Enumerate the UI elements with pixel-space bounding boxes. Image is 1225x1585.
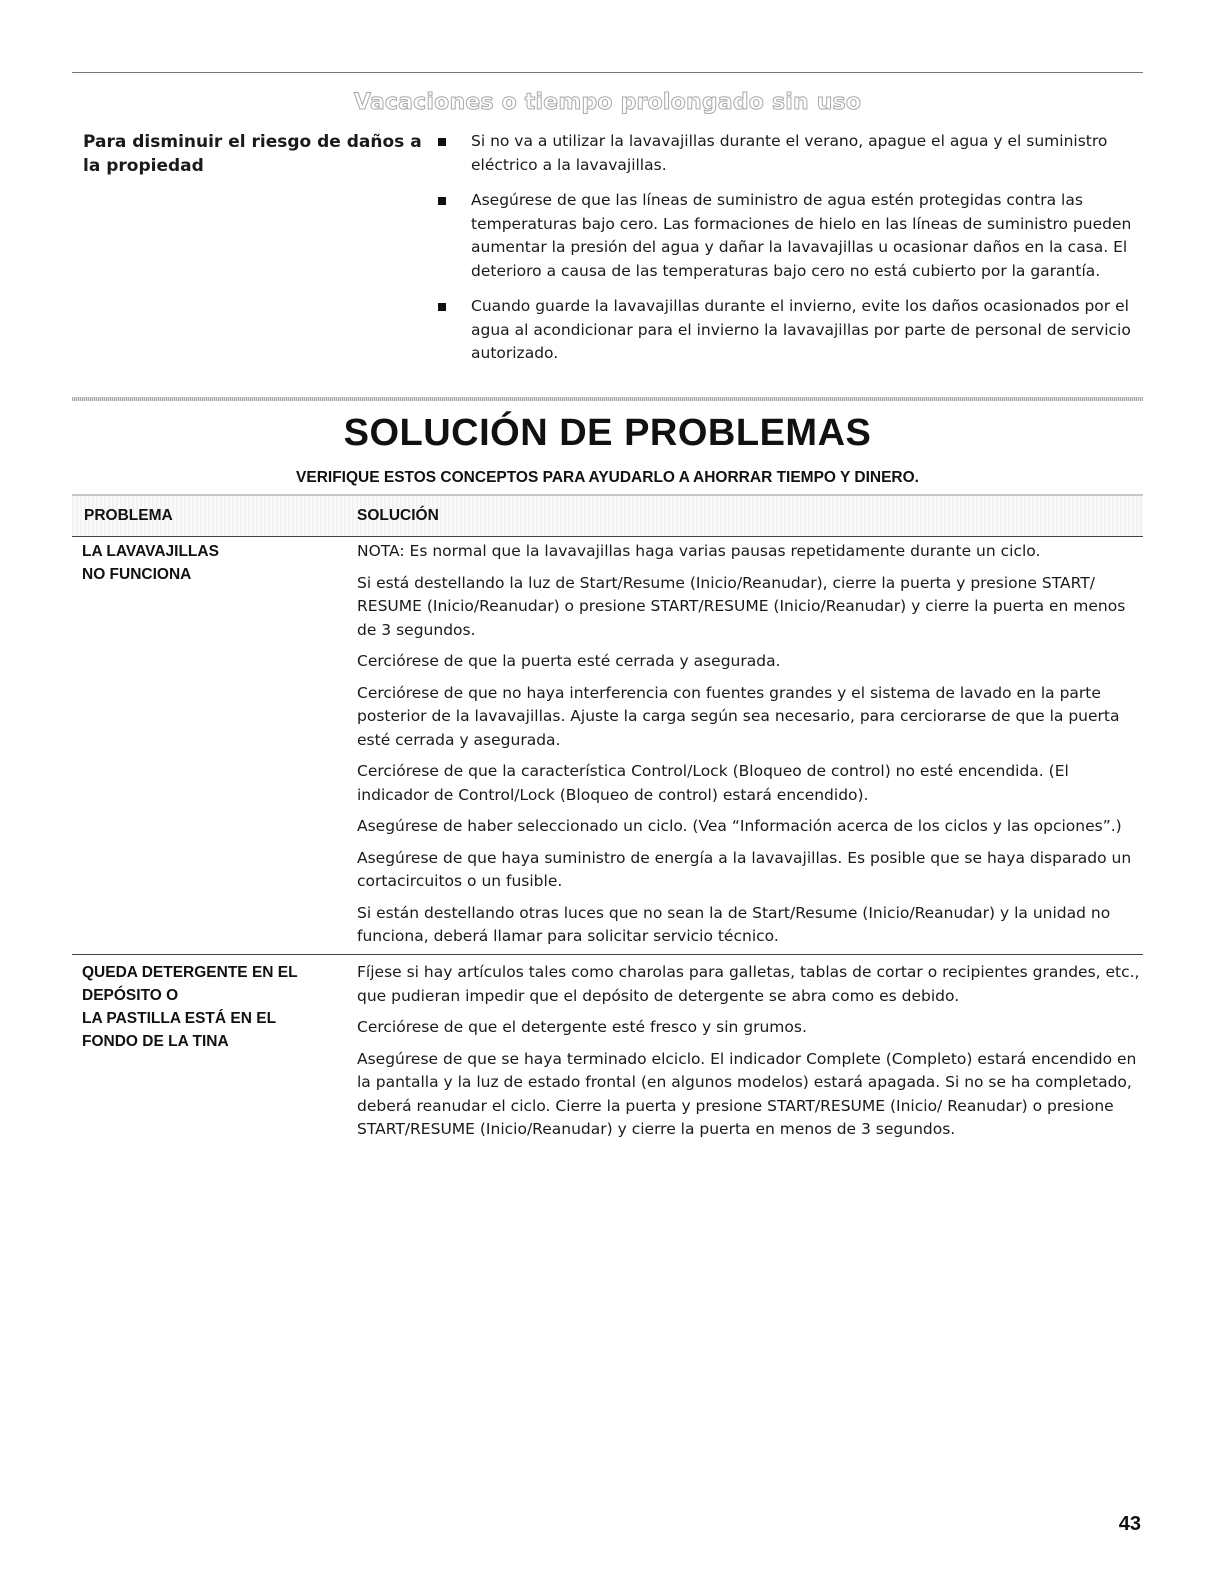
solution-cell [357, 961, 1142, 1150]
square-bullet-icon [438, 303, 446, 311]
table-header [72, 494, 1143, 537]
section-divider [72, 397, 1143, 401]
solution-paragraph: Fíjese si hay artículos tales como charolas para galletas, tablas de cortar o recipientes grandes, etc., que pudieran impedir que el depósito de detergente se abra como es debido. [357, 963, 1140, 1005]
column-header-solution: SOLUCIÓN [357, 507, 439, 524]
problem-line: DEPÓSITO O [82, 987, 179, 1004]
square-bullet-icon [438, 138, 446, 146]
solution-paragraph: Asegúrese de que se haya terminado elciclo. El indicador Complete (Completo) estará encendido en la pantalla y la luz de estado frontal (en algunos modelos) estará apagada. Si no se ha completado, deberá reanudar el ciclo. Cierre la puerta y presione START/RESUME (Inicio/ Reanudar) o presione START/RESUME (Inicio/Reanudar) y cierre la puerta en menos de 3 segundos. [357, 1049, 1137, 1138]
solution-paragraph: Si está destellando la luz de Start/Resume (Inicio/Reanudar), cierre la puerta y presione START/ RESUME (Inicio/Reanudar) o presione START/RESUME (Inicio/Reanudar) y cierre la puerta en menos de 3 segundos. [357, 573, 1126, 639]
problem-cell [82, 540, 337, 586]
section-heading-vacation: Vacaciones o tiempo prolongado sin uso [353, 90, 862, 115]
problem-line: QUEDA DETERGENTE EN EL [82, 964, 298, 981]
solution-paragraph: Cerciórese de que la puerta esté cerrada y asegurada. [357, 652, 781, 670]
problem-line: LA PASTILLA ESTÁ EN EL [82, 1010, 277, 1027]
solution-paragraph: Si están destellando otras luces que no sean la de Start/Resume (Inicio/Reanudar) y la unidad no funciona, deberá llamar para solicitar servicio técnico. [357, 903, 1111, 945]
solution-paragraph: Asegúrese de que haya suministro de energía a la lavavajillas. Es posible que se haya disparado un cortacircuitos o un fusible. [357, 848, 1132, 890]
problem-line: NO FUNCIONA [82, 566, 192, 583]
solution-paragraph: Cerciórese de que el detergente esté fresco y sin grumos. [357, 1018, 807, 1036]
problem-line: LA LAVAVAJILLAS [82, 543, 219, 560]
vacation-label: Para disminuir el riesgo de daños a la propiedad [83, 132, 422, 176]
row-divider [72, 954, 1143, 955]
solution-cell [357, 540, 1142, 957]
page-title: SOLUCIÓN DE PROBLEMAS [343, 412, 872, 454]
bullet-item [438, 295, 1138, 366]
problem-cell [82, 961, 337, 1053]
solution-paragraph: NOTA: Es normal que la lavavajillas haga varias pausas repetidamente durante un ciclo. [357, 542, 1041, 560]
solution-paragraph: Cerciórese de que no haya interferencia con fuentes grandes y el sistema de lavado en la parte posterior de la lavavajillas. Ajuste la carga según sea necesario, para cerciorarse de que la puerta esté cerrada y asegurada. [357, 683, 1120, 749]
vacation-bullet-list [438, 130, 1138, 378]
page-number: 43 [1118, 1513, 1141, 1535]
top-rule [72, 72, 1143, 73]
page-subtitle: VERIFIQUE ESTOS CONCEPTOS PARA AYUDARLO A AHORRAR TIEMPO Y DINERO. [296, 469, 919, 486]
column-header-problem: PROBLEMA [84, 507, 173, 524]
square-bullet-icon [438, 197, 446, 205]
bullet-item [438, 130, 1138, 177]
bullet-text: Asegúrese de que las líneas de suministro de agua estén protegidas contra las temperaturas bajo cero. Las formaciones de hielo en las líneas de suministro pueden aumentar la presión del agua y dañar la lavavajillas u ocasionar daños en la casa. El deterioro a causa de las temperaturas bajo cero no está cubierto por la garantía. [471, 191, 1132, 280]
bullet-text: Si no va a utilizar la lavavajillas durante el verano, apague el agua y el suministro eléctrico a la lavavajillas. [471, 132, 1108, 174]
problem-line: FONDO DE LA TINA [82, 1033, 229, 1050]
bullet-item [438, 189, 1138, 283]
bullet-text: Cuando guarde la lavavajillas durante el invierno, evite los daños ocasionados por el agua al acondicionar para el invierno la lavavajillas por parte de personal de servicio autorizado. [471, 297, 1131, 362]
solution-paragraph: Cerciórese de que la característica Control/Lock (Bloqueo de control) no esté encendida. (El indicador de Control/Lock (Bloqueo de control) estará encendido). [357, 762, 1069, 804]
solution-paragraph: Asegúrese de haber seleccionado un ciclo. (Vea “Información acerca de los ciclos y las opciones”.) [357, 817, 1122, 835]
